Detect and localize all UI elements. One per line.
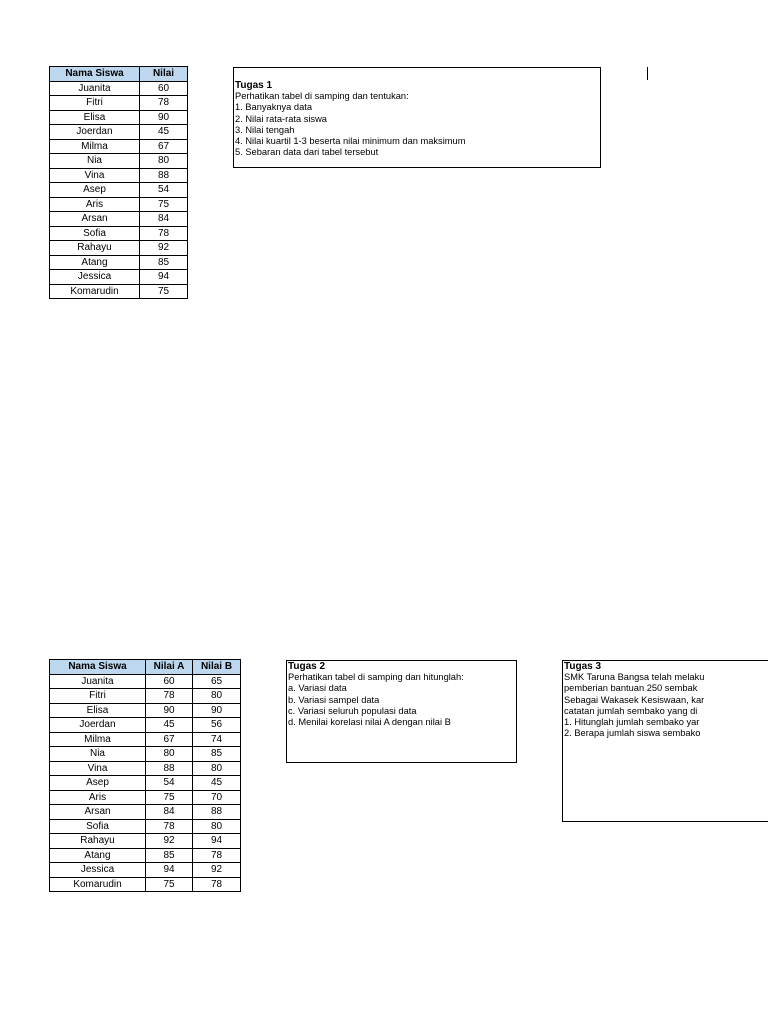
task-line: 1. Banyaknya data xyxy=(235,102,313,113)
task-line: 2. Nilai rata-rata siswa xyxy=(235,113,327,124)
table-row xyxy=(50,761,241,776)
cell-nama[interactable]: Vina xyxy=(50,761,146,776)
table-row xyxy=(50,255,188,270)
table-row xyxy=(50,718,241,733)
cell-nama[interactable]: Aris xyxy=(50,790,146,805)
tugas-3-title: Tugas 3 xyxy=(564,661,602,672)
cell-nama[interactable]: Komarudin xyxy=(50,284,140,299)
cell-nilai[interactable]: 78 xyxy=(140,96,188,111)
cell-nama[interactable]: Rahayu xyxy=(50,834,146,849)
cell-nilai[interactable]: 75 xyxy=(146,877,193,892)
table-row xyxy=(50,183,188,198)
header-nama-siswa[interactable]: Nama Siswa xyxy=(50,660,146,675)
cell-nilai[interactable]: 78 xyxy=(146,819,193,834)
task-line: 2. Berapa jumlah siswa sembako xyxy=(564,728,701,739)
cell-nama[interactable]: Atang xyxy=(50,848,146,863)
cell-nilai[interactable]: 75 xyxy=(140,284,188,299)
cell-nama[interactable]: Asep xyxy=(50,183,140,198)
table-row xyxy=(50,139,188,154)
task-line: 5. Sebaran data dari tabel tersebut xyxy=(235,147,379,158)
cell-nilai[interactable]: 85 xyxy=(193,747,241,762)
task-line: SMK Taruna Bangsa telah melaku xyxy=(564,672,705,683)
cell-nilai[interactable]: 84 xyxy=(140,212,188,227)
cell-nilai[interactable]: 45 xyxy=(140,125,188,140)
cell-nama[interactable]: Fitri xyxy=(50,96,140,111)
cell-nilai[interactable]: 80 xyxy=(193,689,241,704)
table-row xyxy=(50,689,241,704)
cell-nilai[interactable]: 70 xyxy=(193,790,241,805)
task-line: catatan jumlah sembako yang di xyxy=(564,705,698,716)
table-row xyxy=(50,703,241,718)
cell-nama[interactable]: Milma xyxy=(50,139,140,154)
table-row xyxy=(50,805,241,820)
cell-nama[interactable]: Aris xyxy=(50,197,140,212)
cell-nilai[interactable]: 88 xyxy=(193,805,241,820)
cell-nama[interactable]: Sofia xyxy=(50,226,140,241)
tugas-1-title: Tugas 1 xyxy=(235,80,273,91)
table-row xyxy=(50,819,241,834)
cell-nilai[interactable]: 90 xyxy=(140,110,188,125)
tugas-2-box xyxy=(286,660,517,763)
cell-nilai[interactable]: 92 xyxy=(193,863,241,878)
table-row xyxy=(50,81,188,96)
cell-nilai[interactable]: 60 xyxy=(140,81,188,96)
cell-nilai[interactable]: 94 xyxy=(193,834,241,849)
header-nama-siswa[interactable]: Nama Siswa xyxy=(50,67,140,82)
cell-nama[interactable]: Rahayu xyxy=(50,241,140,256)
table-row xyxy=(50,125,188,140)
cell-nilai[interactable]: 78 xyxy=(140,226,188,241)
cell-nilai[interactable]: 88 xyxy=(146,761,193,776)
text-cursor xyxy=(647,67,648,80)
cell-nilai[interactable]: 65 xyxy=(193,674,241,689)
cell-nama[interactable]: Vina xyxy=(50,168,140,183)
cell-nilai[interactable]: 78 xyxy=(193,848,241,863)
tugas-3-lines xyxy=(564,672,768,739)
cell-nilai[interactable]: 88 xyxy=(140,168,188,183)
task-line: a. Variasi data xyxy=(288,683,347,694)
table-row xyxy=(50,863,241,878)
table-header-row xyxy=(50,660,241,675)
cell-nilai[interactable]: 80 xyxy=(193,819,241,834)
cell-nilai[interactable]: 94 xyxy=(140,270,188,285)
table-row xyxy=(50,790,241,805)
cell-nama[interactable]: Arsan xyxy=(50,805,146,820)
table-nilai-siswa xyxy=(49,66,188,299)
cell-nilai[interactable]: 75 xyxy=(140,197,188,212)
task-line: Perhatikan tabel di samping dan tentukan: xyxy=(235,91,409,102)
cell-nilai[interactable]: 54 xyxy=(140,183,188,198)
table-row xyxy=(50,270,188,285)
header-nilai-a[interactable]: Nilai A xyxy=(146,660,193,675)
cell-nilai[interactable]: 90 xyxy=(146,703,193,718)
table-row xyxy=(50,197,188,212)
cell-nama[interactable]: Elisa xyxy=(50,703,146,718)
cell-nama[interactable]: Elisa xyxy=(50,110,140,125)
table-row xyxy=(50,776,241,791)
tugas-1-lines xyxy=(235,91,600,158)
cell-nilai[interactable]: 75 xyxy=(146,790,193,805)
table-body xyxy=(50,674,241,892)
table-row xyxy=(50,168,188,183)
cell-nilai[interactable]: 90 xyxy=(193,703,241,718)
cell-nilai[interactable]: 94 xyxy=(146,863,193,878)
cell-nilai[interactable]: 56 xyxy=(193,718,241,733)
task-line: d. Menilai korelasi nilai A dengan nilai B xyxy=(288,717,451,728)
table-row xyxy=(50,284,188,299)
table-row xyxy=(50,241,188,256)
task-line: c. Variasi seluruh populasi data xyxy=(288,705,417,716)
cell-nilai[interactable]: 60 xyxy=(146,674,193,689)
tugas-2-title: Tugas 2 xyxy=(288,661,326,672)
cell-nilai[interactable]: 92 xyxy=(146,834,193,849)
table-body xyxy=(50,81,188,299)
task-line: pemberian bantuan 250 sembak xyxy=(564,683,698,694)
cell-nama[interactable]: Asep xyxy=(50,776,146,791)
cell-nama[interactable]: Joerdan xyxy=(50,125,140,140)
tugas-2-lines xyxy=(288,672,516,728)
table-nilai-ab xyxy=(49,659,241,892)
cell-nilai[interactable]: 80 xyxy=(140,154,188,169)
header-nilai[interactable]: Nilai xyxy=(140,67,188,82)
header-nilai-b[interactable]: Nilai B xyxy=(193,660,241,675)
cell-nama[interactable]: Nia xyxy=(50,747,146,762)
cell-nilai[interactable]: 84 xyxy=(146,805,193,820)
task-line: Sebagai Wakasek Kesiswaan, kar xyxy=(564,694,705,705)
cell-nilai[interactable]: 85 xyxy=(146,848,193,863)
table-row xyxy=(50,154,188,169)
cell-nilai[interactable]: 45 xyxy=(146,718,193,733)
tugas-1-box xyxy=(233,67,601,168)
cell-nilai[interactable]: 45 xyxy=(193,776,241,791)
task-line: 3. Nilai tengah xyxy=(235,124,295,135)
cell-nama[interactable]: Milma xyxy=(50,732,146,747)
cell-nama[interactable]: Juanita xyxy=(50,674,146,689)
tugas-3-box xyxy=(562,660,768,822)
table-row xyxy=(50,110,188,125)
cell-nilai[interactable]: 78 xyxy=(146,689,193,704)
task-line: Perhatikan tabel di samping dan hitunglah: xyxy=(288,672,464,683)
table-row xyxy=(50,212,188,227)
table-row xyxy=(50,848,241,863)
cell-nama[interactable]: Arsan xyxy=(50,212,140,227)
table-row xyxy=(50,674,241,689)
table-row xyxy=(50,732,241,747)
cell-nilai[interactable]: 85 xyxy=(140,255,188,270)
cell-nilai[interactable]: 54 xyxy=(146,776,193,791)
task-line: 4. Nilai kuartil 1-3 beserta nilai minimum dan maksimum xyxy=(235,136,466,147)
cell-nama[interactable]: Jessica xyxy=(50,270,140,285)
table-row xyxy=(50,877,241,892)
table-row xyxy=(50,747,241,762)
cell-nama[interactable]: Jessica xyxy=(50,863,146,878)
cell-nilai[interactable]: 67 xyxy=(146,732,193,747)
cell-nilai[interactable]: 78 xyxy=(193,877,241,892)
cell-nilai[interactable]: 92 xyxy=(140,241,188,256)
cell-nama[interactable]: Fitri xyxy=(50,689,146,704)
table-row xyxy=(50,834,241,849)
table-header-row xyxy=(50,67,188,82)
cell-nama[interactable]: Komarudin xyxy=(50,877,146,892)
table-row xyxy=(50,226,188,241)
cell-nama[interactable]: Nia xyxy=(50,154,140,169)
cell-nama[interactable]: Juanita xyxy=(50,81,140,96)
cell-nama[interactable]: Atang xyxy=(50,255,140,270)
cell-nilai[interactable]: 74 xyxy=(193,732,241,747)
cell-nama[interactable]: Sofia xyxy=(50,819,146,834)
cell-nama[interactable]: Joerdan xyxy=(50,718,146,733)
cell-nilai[interactable]: 67 xyxy=(140,139,188,154)
task-line: 1. Hitunglah jumlah sembako yar xyxy=(564,717,700,728)
task-line: b. Variasi sampel data xyxy=(288,694,380,705)
cell-nilai[interactable]: 80 xyxy=(193,761,241,776)
table-row xyxy=(50,96,188,111)
cell-nilai[interactable]: 80 xyxy=(146,747,193,762)
